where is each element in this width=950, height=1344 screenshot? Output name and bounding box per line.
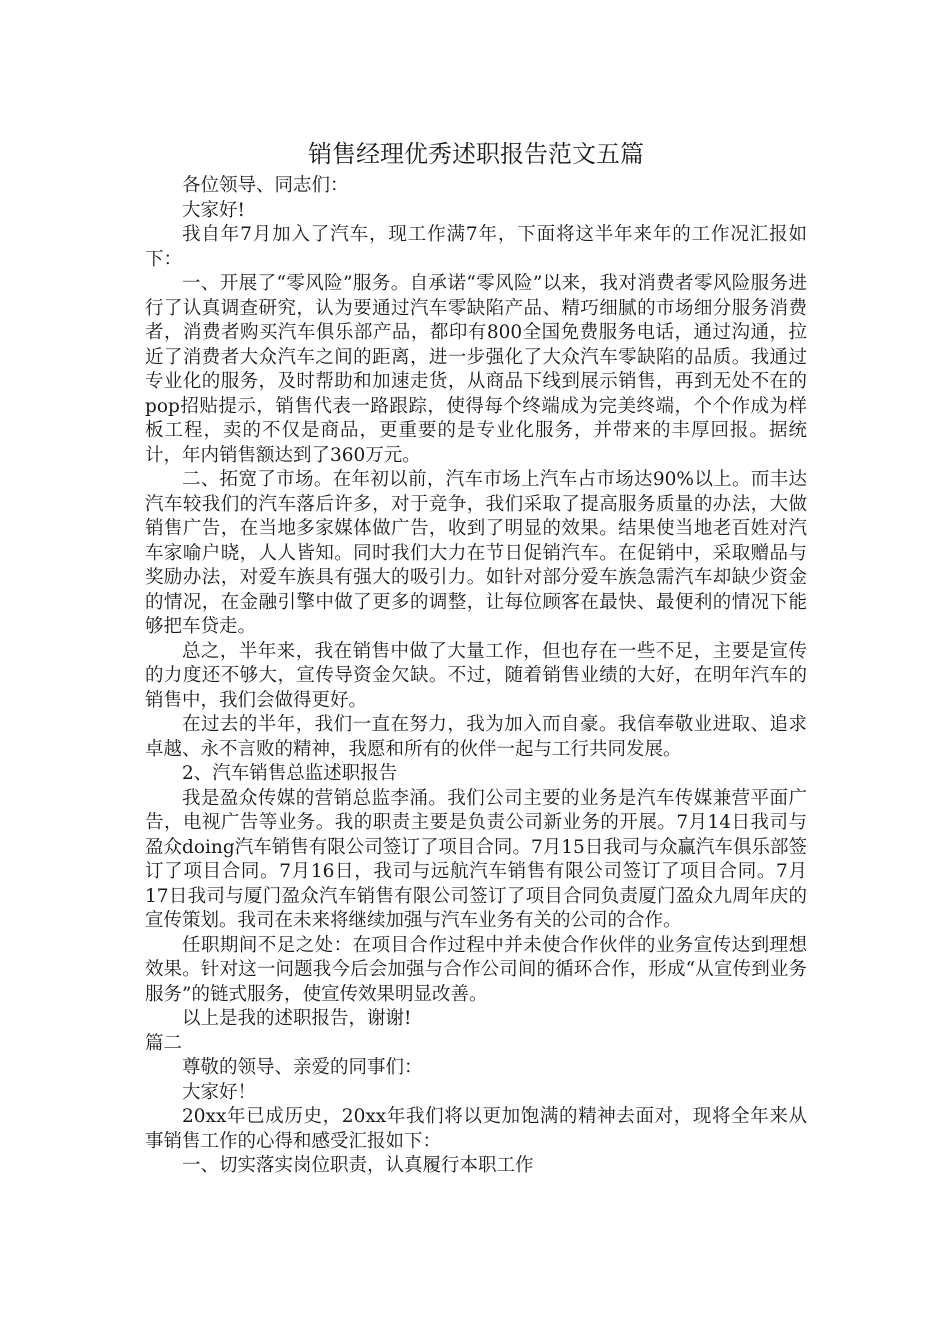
paragraph: 尊敬的领导、亲爱的同事们： [182,1057,423,1078]
paragraph: 大家好！ [182,1081,257,1103]
paragraph: 二、拓宽了市场。在年初以前，汽车市场上汽车占市场达90%以上。而丰达汽车较我们的汽车落后许多，对于竞争，我们采取了提高服务质量的办法，大做销售广告，在当地多家媒体做广告，收到了明显的效果。结果使当地老百姓对汽车家喻户晓，人人皆知。同时我们大力在节日促销汽车。在促销中，采取赠品与奖励办法，对爱车族具有强大的吸引力。如针对部分爱车族急需汽车却缺少资金的情况，在金融引擎中做了更多的调整，让每位顾客在最快、最便利的情况下能够把车贷走。 [145,469,807,637]
paragraph: 我是盈众传媒的营销总监李涌。我们公司主要的业务是汽车传媒兼营平面广告，电视广告等业务。我的职责主要是负责公司新业务的开展。7月14日我司与盈众doing汽车销售有限公司签订了项目合同。7月15日我司与众赢汽车俱乐部签订了项目合同。7月16日，我司与远航汽车销售有限公司签订了项目合同。7月17日我司与厦门盈众汽车销售有限公司签订了项目合同负责厦门盈众九周年庆的宣传策划。我司在未来将继续加强与汽车业务有关的公司的合作。 [145,787,807,931]
paragraph: 各位领导、同志们： [182,175,349,196]
paragraph: 我自年7月加入了汽车，现工作满7年，下面将这半年来年的工作况汇报如下： [145,224,807,270]
paragraph: 一、切实落实岗位职责，认真履行本职工作 [182,1155,534,1176]
paragraph: 在过去的半年，我们一直在努力，我为加入而自豪。我信奉敬业进取、追求卓越、永不言败的精神，我愿和所有的伙伴一起与工行共同发展。 [145,714,807,760]
paragraph: 任职期间不足之处：在项目合作过程中并未使合作伙伴的业务宣传达到理想效果。针对这一问题我今后会加强与合作公司间的循环合作，形成“从宣传到业务服务”的链式服务，使宣传效果明显改善。 [145,934,807,1005]
paragraph: 20xx年已成历史，20xx年我们将以更加饱满的精神去面对，现将全年来从事销售工作的心得和感受汇报如下： [145,1106,807,1152]
paragraph: 总之，半年来，我在销售中做了大量工作，但也存在一些不足，主要是宣传的力度还不够大，宣传导资金欠缺。不过，随着销售业绩的大好，在明年汽车的销售中，我们会做得更好。 [145,640,807,711]
paragraph: 篇二 [145,1032,183,1054]
paragraph-list [145,174,807,1179]
paragraph: 以上是我的述职报告，谢谢! [182,1008,412,1029]
paragraph: 2、汽车销售总监述职报告 [182,763,398,784]
document-body [145,134,807,1179]
paragraph: 大家好! [182,199,245,221]
document-title: 销售经理优秀述职报告范文五篇 [308,140,644,168]
paragraph: 一、开展了“零风险”服务。自承诺“零风险”以来，我对消费者零风险服务进行了认真调查研究，认为要通过汽车零缺陷产品、精巧细腻的市场细分服务消费者，消费者购买汽车俱乐部产品，都印有800全国免费服务电话，通过沟通，拉近了消费者大众汽车之间的距离，进一步强化了大众汽车零缺陷的品质。我通过专业化的服务，及时帮助和加速走货，从商品下线到展示销售，再到无处不在的pop招贴提示，销售代表一路跟踪，使得每个终端成为完美终端，个个作成为样板工程，卖的不仅是商品，更重要的是专业化服务，并带来的丰厚回报。据统计，年内销售额达到了360万元。 [145,273,807,466]
